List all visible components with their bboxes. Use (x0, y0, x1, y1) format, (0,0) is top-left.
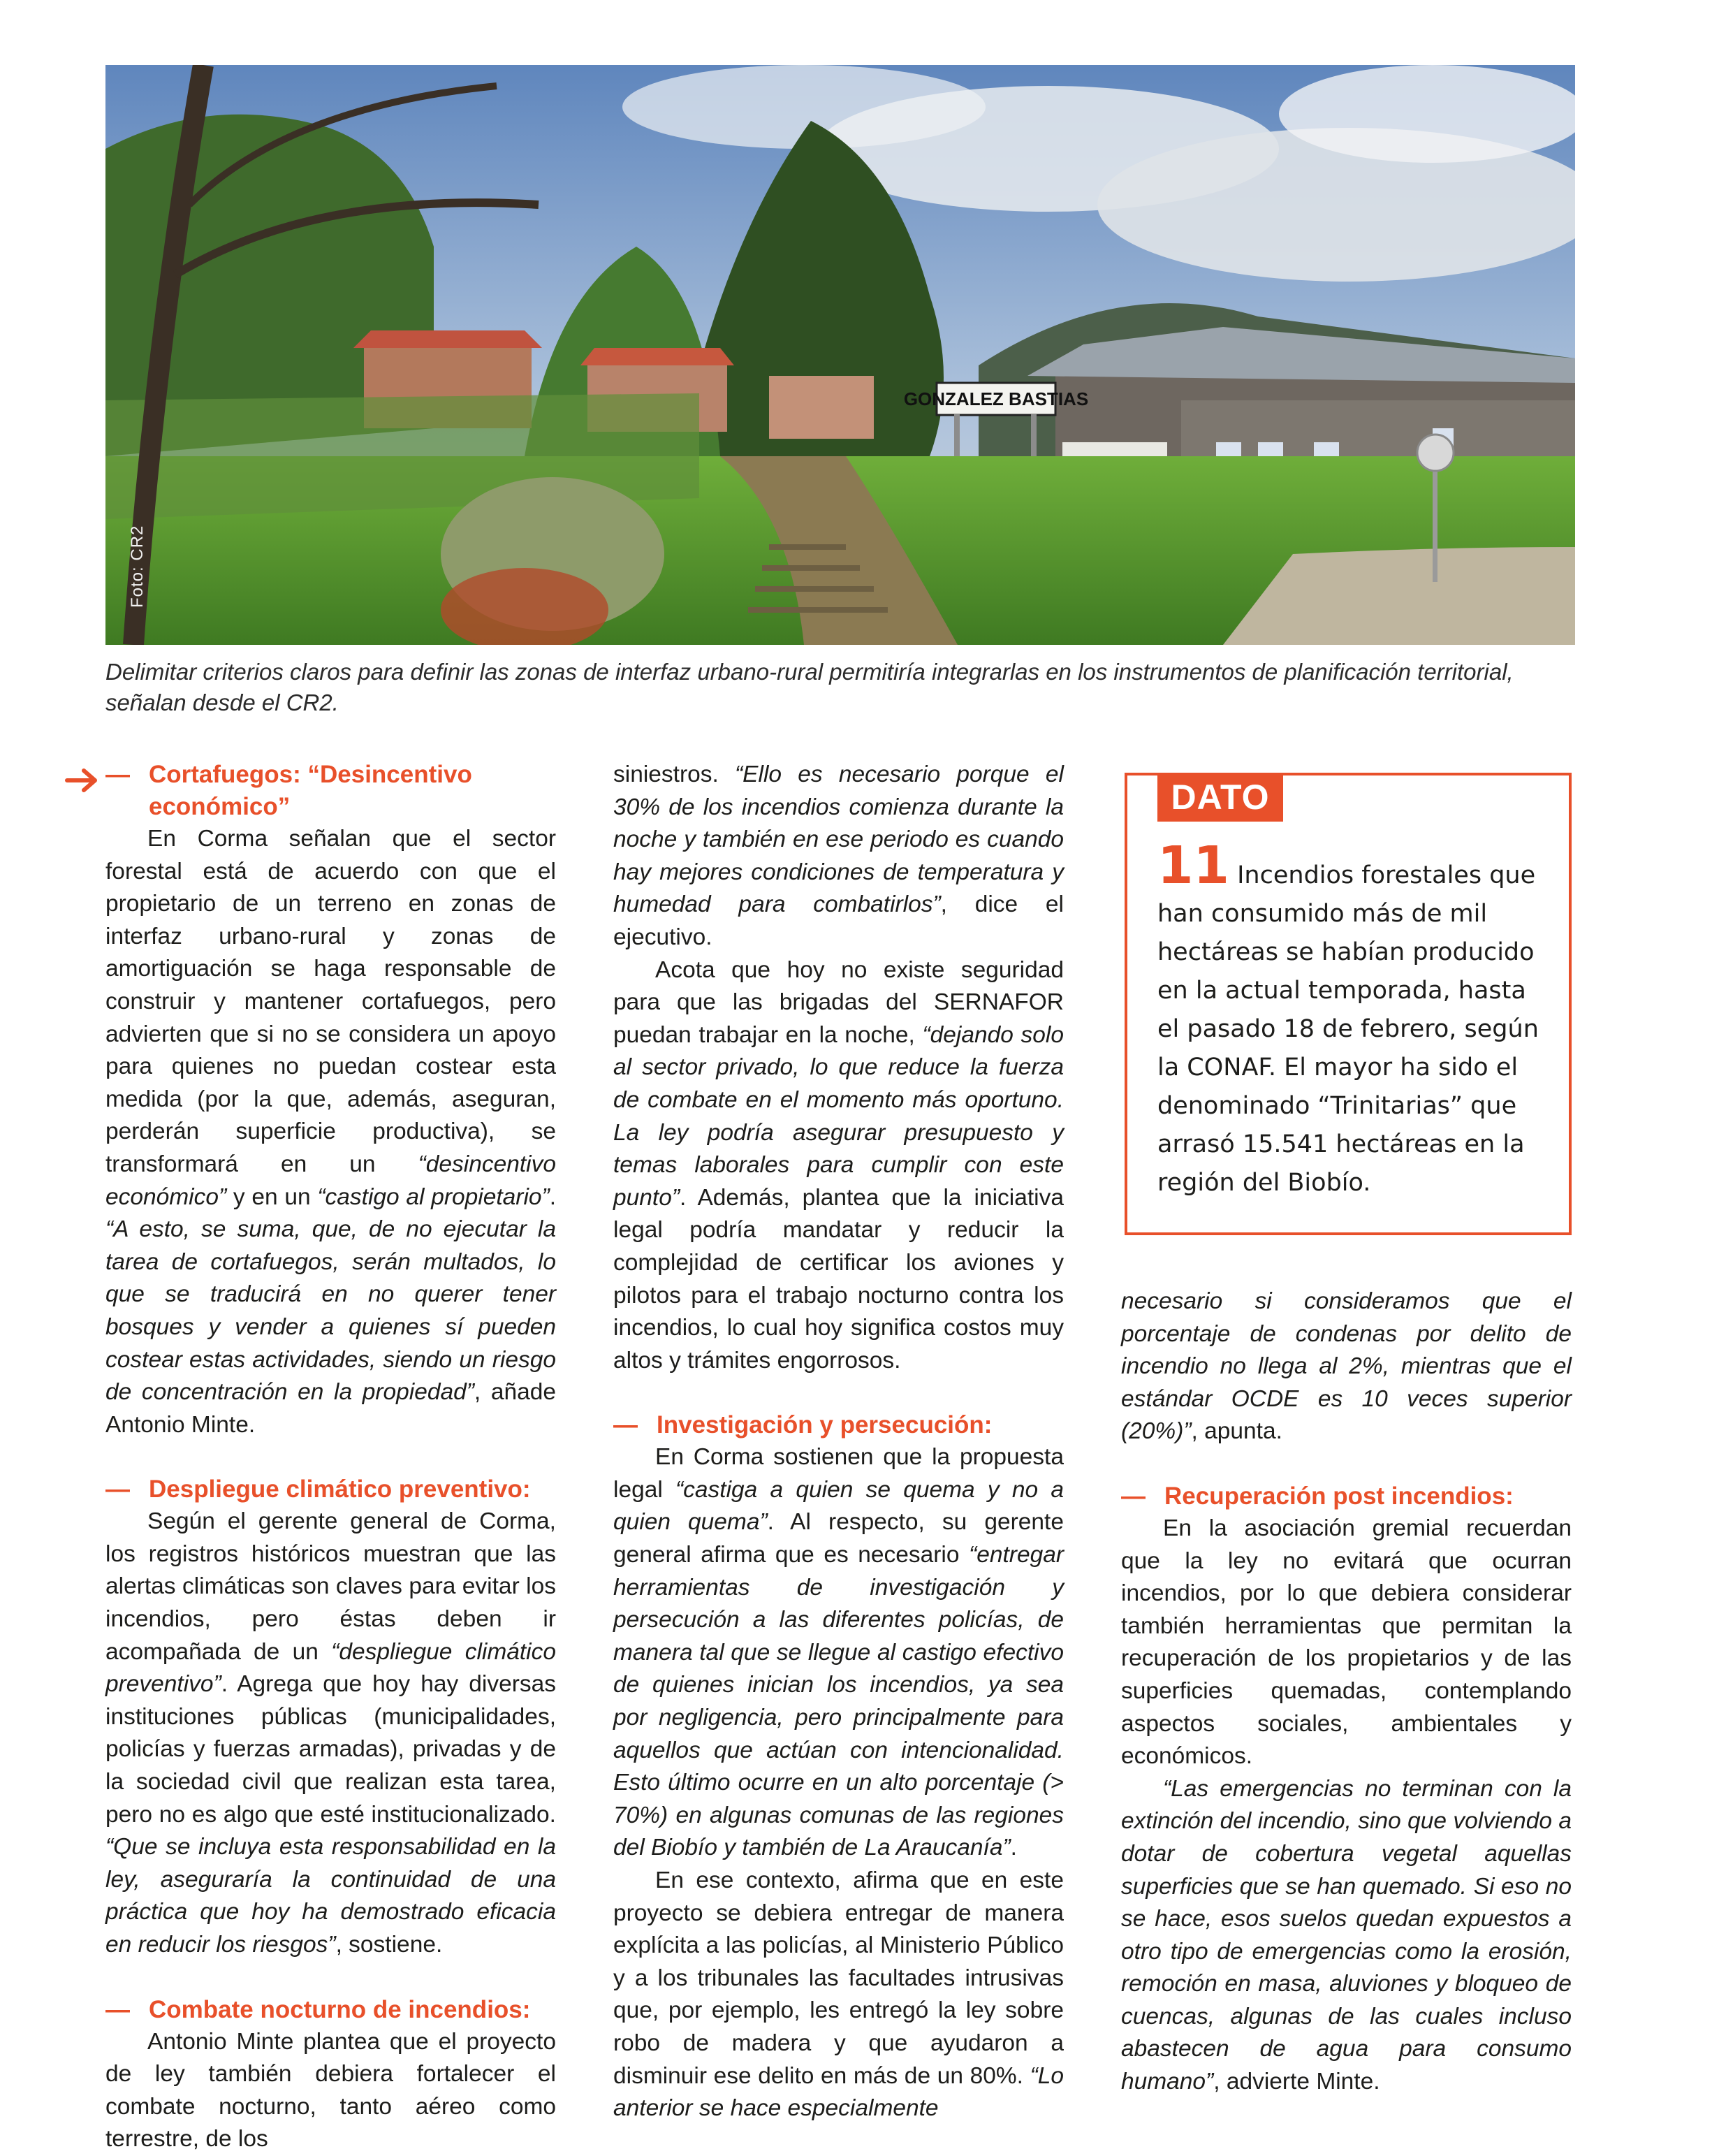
photo-credit: Foto: CR2 (128, 525, 147, 608)
paragraph: En Corma señalan que el sector forestal está de acuerdo con que el propietario de un terreno en zonas de interfaz urbano-rural y zonas de amortiguación se haga responsable de construir y mantener cortafuegos, pero advierten que si no se considera un apoyo para quienes no puedan costear esta medida (por la que, además, aseguran, perderán superficie productiva), se transformará en un “desincentivo económico” y en un “castigo al propietario”. “A esto, se suma, que, de no ejecutar la tarea de cortafuegos, serán multados, lo que se traducirá en no querer tener bosques y vender a quienes sí pueden costear estas actividades, siendo un riesgo de concentración en la propiedad”, añade Antonio Minte. (105, 826, 556, 1438)
heading-dash: — (105, 761, 130, 788)
photo-caption: Delimitar criterios claros para definir las zonas de interfaz urbano-rural permitiría integrarlas en los instrumentos de planificación territorial, señalan desde el CR2. (105, 659, 1514, 715)
rural-landscape-illustration (105, 65, 1575, 645)
paragraph: En Corma sostienen que la propuesta legal “castiga a quien se quema y no a quien quema”. Al respecto, su gerente general afirma que es necesario “entregar herramientas de investigación y persecución a las diferentes policías, de manera tal que se llegue al castigo efectivo de quienes inician los incendios, ya sea por negligencia, pero principalmente para aquellos que actúan con intencionalidad. Esto último ocurre en un alto porcentaje (> 70%) en algunas comunas de las regiones del Biobío y también de La Araucanía”. (613, 1444, 1064, 1861)
heading-text: Combate nocturno de incendios: (149, 1995, 531, 2023)
heading-text: Despliegue climático preventivo: (149, 1476, 531, 1503)
paragraph: siniestros. “Ello es necesario porque el 30% de los incendios comienza durante la noche y también en ese periodo es cuando hay mejores condiciones de temperatura y humedad para combatirlos”, dice el ejecutivo. (613, 762, 1064, 950)
gonzalez-bastias-sign: GONZALEZ BASTIAS (903, 388, 1089, 409)
dato-number: 11 (1157, 836, 1229, 896)
paragraph: En la asociación gremial recuerdan que la ley no evitará que ocurran incendios, por lo que debiera considerar también herramientas que permitan la recuperación de los propietarios y de las superficies quemadas, contemplando aspectos sociales, ambientales y económicos. (1121, 1515, 1572, 1770)
article-photo (105, 65, 1575, 645)
heading-text: Investigación y persecución: (657, 1411, 993, 1439)
paragraph: necesario si consideramos que el porcentaje de condenas por delito de incendio no llega al 2%, mientras que el estándar OCDE es 10 veces superior (20%)”, apunta. (1121, 1288, 1572, 1445)
heading-dash: — (105, 1476, 130, 1503)
arrow-right-icon (64, 766, 99, 794)
paragraph: Acota que hoy no existe seguridad para que las brigadas del SERNAFOR puedan trabajar en la noche, “dejando solo al sector privado, lo que reduce la fuerza de combate en el momento más oportuno. La ley podría asegurar presupuesto y temas laborales para cumplir con este punto”. Además, plantea que la iniciativa legal podría mandatar y reducir la complejidad de certificar los aviones y pilotos para el trabajo nocturno contra los incendios, lo cual hoy significa costos muy altos y trámites engorrosos. (613, 956, 1064, 1374)
paragraph: “Las emergencias no terminan con la extinción del incendio, sino que volviendo a dotar de cobertura vegetal aquellas superficies que se han quemado. Si eso no se hace, esos suelos quedan expuestos a otro tipo de emergencias como la erosión, remoción en masa, aluviones y bloqueo de cuencas, algunas de las cuales incluso abastecen de agua para consumo humano”, advierte Minte. (1121, 1775, 1572, 2095)
paragraph: Según el gerente general de Corma, los registros históricos muestran que las alertas climáticas son claves para evitar los incendios, pero éstas deben ir acompañada de un “despliegue climático preventivo”. Agrega que hoy hay diversas instituciones públicas (municipalidades, policías y fuerzas armadas), privadas y de la sociedad civil que realizan esta tarea, pero no es algo que esté institucionalizado. “Que se incluya esta responsabilidad en la ley, aseguraría la continuidad de una práctica que hoy ha demostrado eficacia en reducir los riesgos”, sostiene. (105, 1508, 556, 1958)
heading-text: Cortafuegos: “Desincentivo económico” (149, 761, 472, 820)
paragraph: Antonio Minte plantea que el proyecto de ley también debiera fortalecer el combate nocturno, tanto aéreo como terrestre, de los (105, 2028, 556, 2153)
column-1 (105, 759, 556, 2156)
heading-recuperacion (1121, 1480, 1572, 1513)
heading-investigacion (613, 1409, 1064, 1441)
heading-despliegue (105, 1473, 556, 1506)
column-2 (613, 759, 1064, 2125)
heading-dash: — (613, 1411, 638, 1439)
dato-tag: DATO (1157, 773, 1283, 822)
dato-text: 11 Incendios forestales que han consumido más de mil hectáreas se habían producido en la actual temporada, hasta el pasado 18 de febrero, según la CONAF. El mayor ha sido el denominado “Trinitarias” que arrasó 15.541 hectáreas en la región del Biobío. (1157, 836, 1539, 1197)
heading-combate-nocturno (105, 1994, 556, 2026)
heading-dash: — (105, 1995, 130, 2023)
heading-text: Recuperación post incendios: (1164, 1482, 1514, 1510)
column-3 (1121, 1285, 1572, 2099)
heading-dash: — (1121, 1482, 1146, 1510)
paragraph: En ese contexto, afirma que en este proyecto se debiera entregar de manera explícita a las policías, al Ministerio Público y a los tribunales las facultades intrusivas que, por ejemplo, les entregó la ley sobre robo de madera y que ayudaron a disminuir ese delito en más de un 80%. “Lo anterior se hace especialmente (613, 1867, 1064, 2122)
heading-cortafuegos (105, 759, 556, 823)
